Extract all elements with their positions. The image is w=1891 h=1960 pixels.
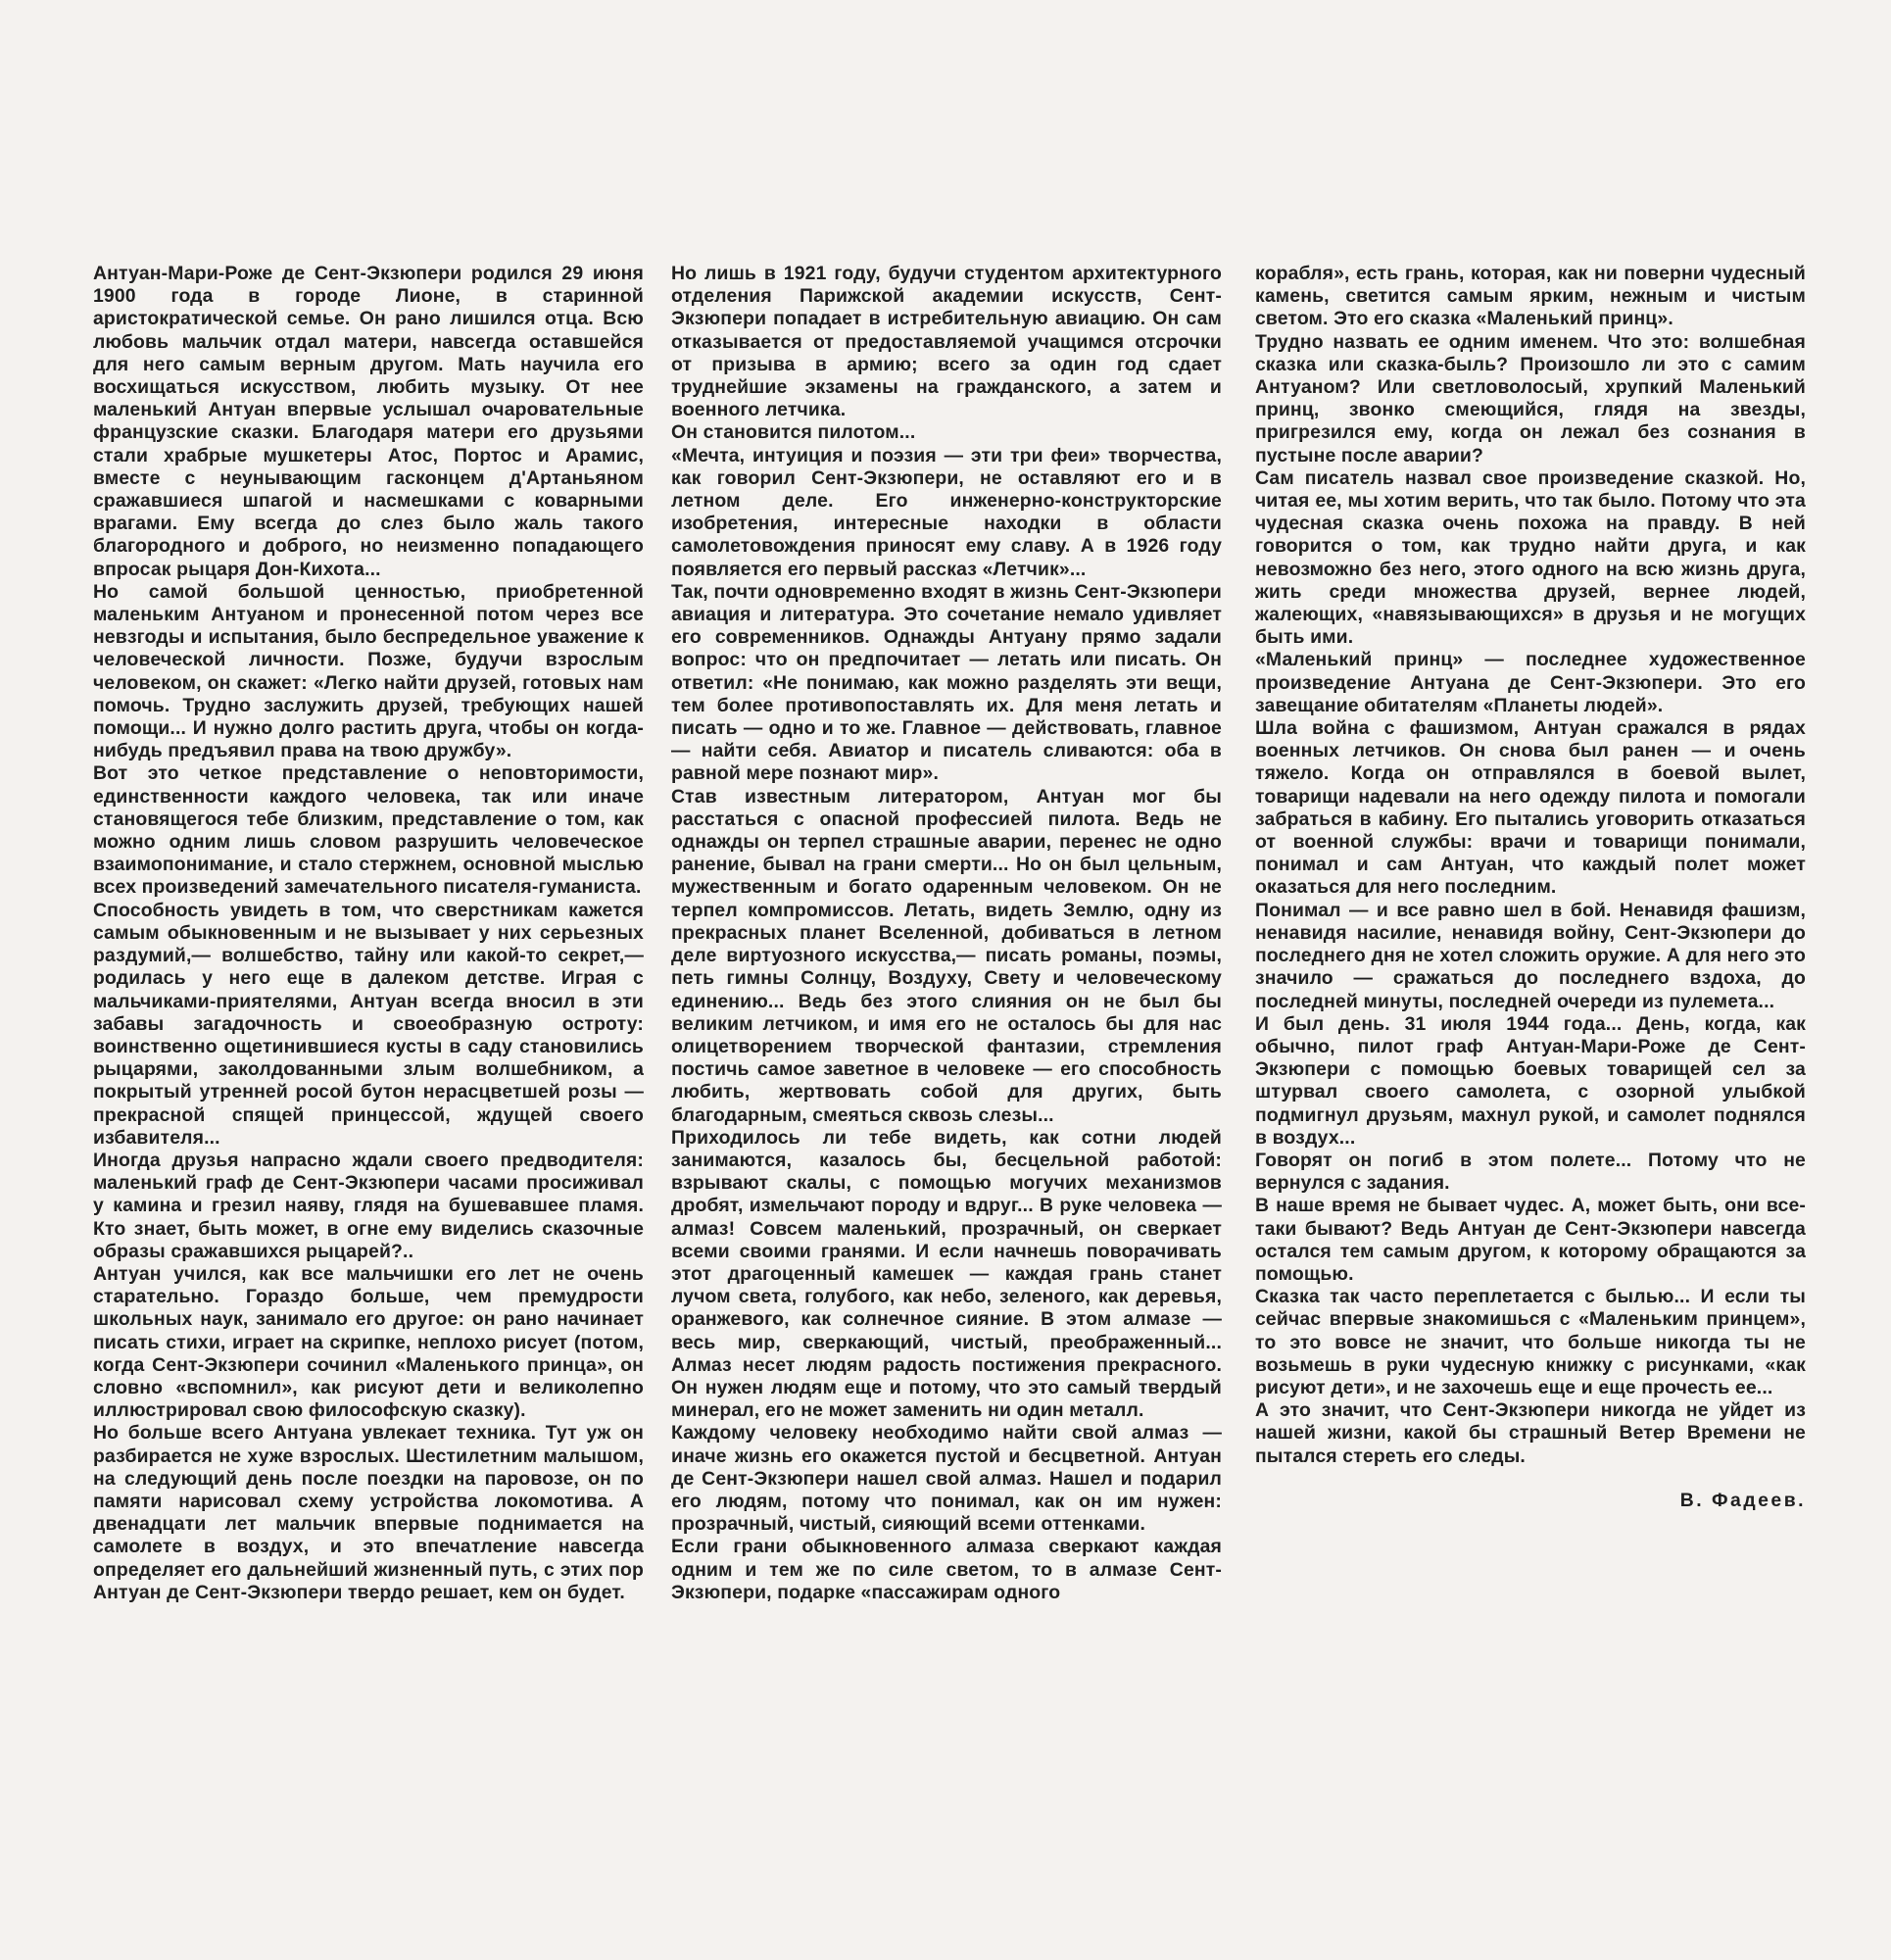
paragraph: Каждому человеку необходимо найти свой алмаз — иначе жизнь его окажется пустой и бесцветной. Антуан де Сент-Экзюпери нашел свой алмаз. Нашел и подарил его людям, потому что понимал, как он им нужен: прозрачный, чистый, сияющий всеми оттенками.	[671, 1422, 1222, 1536]
paragraph: В наше время не бывает чудес. А, может быть, они все-таки бывают? Ведь Антуан де Сент-Экзюпери навсегда остался тем самым другом, к которому обращаются за помощью.	[1255, 1195, 1806, 1285]
paragraph: Но лишь в 1921 году, будучи студентом архитектурного отделения Парижской академии искусств, Сент-Экзюпери попадает в истребительную авиацию. Он сам отказывается от предоставляемой учащимся отсрочки от призыва в армию; всего за один год сдает труднейшие экзамены на гражданского, а затем и военного летчика.	[671, 263, 1222, 421]
paragraph: «Мечта, интуиция и поэзия — эти три феи» творчества, как говорил Сент-Экзюпери, не оставляют его и в летном деле. Его инженерно-конструкторские изобретения, интересные находки в области самолетовождения приносят ему славу. А в 1926 году появляется его первый рассказ «Летчик»...	[671, 444, 1222, 580]
paragraph: Иногда друзья напрасно ждали своего предводителя: маленький граф де Сент-Экзюпери часами просиживал у камина и грезил наяву, глядя на бушевавшее пламя. Кто знает, быть может, в огне ему виделись сказочные образы сражавшихся рыцарей?..	[93, 1149, 644, 1262]
paragraph: Сказка так часто переплетается с былью... И если ты сейчас впервые знакомишься с «Маленьким принцем», то это вовсе не значит, что больше никогда ты не возьмешь в руки чудесную книжку с рисунками, «как рисуют дети», и не захочешь еще и еще прочесть ее...	[1255, 1286, 1806, 1398]
paragraph: Но больше всего Антуана увлекает техника. Тут уж он разбирается не хуже взрослых. Шестилетним малышом, на следующий день после поездки на паровозе, он по памяти нарисовал схему устройства локомотива. А двенадцати лет мальчик впервые поднимается на самолете в воздух, и это впечатление навсегда определяет его дальнейший жизненный путь, с этих пор Антуан де Сент-Экзюпери твердо решает, кем он будет.	[93, 1422, 644, 1603]
paragraph: Антуан учился, как все мальчишки его лет не очень старательно. Гораздо больше, чем премудрости школьных наук, занимало его другое: он рано начинает писать стихи, играет на скрипке, неплохо рисует (потом, когда Сент-Экзюпери сочинил «Маленького принца», он словно «вспомнил», как рисуют дети и великолепно иллюстрировал свою философскую сказку).	[93, 1262, 644, 1422]
paragraph: Говорят он погиб в этом полете... Потому что не вернулся с задания.	[1255, 1149, 1806, 1195]
paragraph: Способность увидеть в том, что сверстникам кажется самым обыкновенным и не вызывает у них серьезных раздумий,— волшебство, тайну или какой-то секрет,— родилась у него еще в далеком детстве. Играя с мальчиками-приятелями, Антуан всегда вносил в эти забавы загадочность и своеобразную остроту: воинственно ощетинившиеся кусты в саду становились рыцарями, заколдованными злым волшебником, а покрытый утренней росой бутон нерасцветшей розы — прекрасной спящей принцессой, ждущей своего избавителя...	[93, 899, 644, 1149]
article-page	[93, 263, 1806, 1791]
text-column-2	[671, 263, 1222, 1604]
paragraph: И был день. 31 июля 1944 года... День, когда, как обычно, пилот граф Антуан-Мари-Роже де Сент-Экзюпери с помощью боевых товарищей сел за штурвал своего самолета, с озорной улыбкой подмигнул друзьям, махнул рукой, и самолет поднялся в воздух...	[1255, 1012, 1806, 1149]
paragraph: Шла война с фашизмом, Антуан сражался в рядах военных летчиков. Он снова был ранен — и очень тяжело. Когда он отправлялся в боевой вылет, товарищи надевали на него одежду пилота и помогали забраться в кабину. Его пытались уговорить отказаться от военной службы: врачи и товарищи понимали, понимал и сам Антуан, что каждый полет может оказаться для него последним.	[1255, 717, 1806, 899]
paragraph: «Маленький принц» — последнее художественное произведение Антуана де Сент-Экзюпери. Это его завещание обитателям «Планеты людей».	[1255, 649, 1806, 716]
paragraph: Понимал — и все равно шел в бой. Ненавидя фашизм, ненавидя насилие, ненавидя войну, Сент-Экзюпери до последнего дня не хотел сложить оружие. А для него это значило — сражаться до последнего вздоха, до последней минуты, последней очереди из пулемета...	[1255, 899, 1806, 1012]
paragraph: Приходилось ли тебе видеть, как сотни людей занимаются, казалось бы, бесцельной работой: взрывают скалы, с помощью могучих механизмов дробят, измельчают породу и вдруг... В руке человека — алмаз! Совсем маленький, прозрачный, он сверкает всеми своими гранями. И если начнешь поворачивать этот драгоценный камешек — каждая грань станет лучом света, голубого, как небо, зеленого, как деревья, оранжевого, как солнечное сияние. В этом алмазе — весь мир, сверкающий, чистый, преображенный... Алмаз несет людям радость постижения прекрасного. Он нужен людям еще и потому, что это самый твердый минерал, его не может заменить ни один металл.	[671, 1126, 1222, 1422]
paragraph: корабля», есть грань, которая, как ни поверни чудесный камень, светится самым ярким, нежным и чистым светом. Это его сказка «Маленький принц».	[1255, 263, 1806, 330]
text-column-3	[1255, 263, 1806, 1512]
paragraph: Трудно назвать ее одним именем. Что это: волшебная сказка или сказка-быль? Произошло ли это с самим Антуаном? Или светловолосый, хрупкий Маленький принц, звонко смеющийся, глядя на звезды, пригрезился ему, когда он лежал без сознания в пустыне после аварии?	[1255, 330, 1806, 466]
paragraph: Став известным литератором, Антуан мог бы расстаться с опасной профессией пилота. Ведь не однажды он терпел страшные аварии, перенес не одно ранение, бывал на грани смерти... Но он был цельным, мужественным и богато одаренным человеком. Он не терпел компромиссов. Летать, видеть Землю, одну из прекрасных планет Вселенной, добиваться в летном деле виртуозного искусства,— писать романы, поэмы, петь гимны Солнцу, Воздуху, Свету и человеческому единению... Ведь без этого слияния он не был бы великим летчиком, и имя его не осталось бы для нас олицетворением творческой фантазии, стремления постичь самое заветное в человеке — его способность любить, жертвовать собой для других, быть благодарным, смеяться сквозь слезы...	[671, 785, 1222, 1126]
paragraph: Вот это четкое представление о неповторимости, единственности каждого человека, так или иначе становящегося тебе близким, представление о том, как можно одним лишь словом разрушить человеческое взаимопонимание, и стало стержнем, основной мыслью всех произведений замечательного писателя-гуманиста.	[93, 762, 644, 899]
paragraph: Антуан-Мари-Роже де Сент-Экзюпери родился 29 июня 1900 года в городе Лионе, в старинной аристократической семье. Он рано лишился отца. Всю любовь мальчик отдал матери, навсегда оставшейся для него самым верным другом. Мать научила его восхищаться искусством, любить музыку. От нее маленький Антуан впервые услышал очаровательные французские сказки. Благодаря матери его друзьями стали храбрые мушкетеры Атос, Портос и Арамис, вместе с неунывающим гасконцем д'Артаньяном сражавшиеся шпагой и насмешками с коварными врагами. Ему всегда до слез было жаль такого благородного и доброго, но неизменно попадающего впросак рыцаря Дон-Кихота...	[93, 263, 644, 580]
paragraph: Если грани обыкновенного алмаза сверкают каждая одним и тем же по силе светом, то в алмазе Сент-Экзюпери, подарке «пассажирам одного	[671, 1536, 1222, 1603]
paragraph: Он становится пилотом...	[671, 421, 916, 444]
paragraph: А это значит, что Сент-Экзюпери никогда не уйдет из нашей жизни, какой бы страшный Ветер Времени не пытался стереть его следы.	[1255, 1399, 1806, 1467]
paragraph: Так, почти одновременно входят в жизнь Сент-Экзюпери авиация и литература. Это сочетание немало удивляет его современников. Однажды Антуану прямо задали вопрос: что он предпочитает — летать или писать. Он ответил: «Не понимаю, как можно разделять эти вещи, тем более противопоставлять их. Для меня летать и писать — одно и то же. Главное — действовать, главное — найти себя. Авиатор и писатель сливаются: оба в равной мере познают мир».	[671, 580, 1222, 785]
paragraph: Но самой большой ценностью, приобретенной маленьким Антуаном и пронесенной потом через все невзгоды и испытания, было беспредельное уважение к человеческой личности. Позже, будучи взрослым человеком, он скажет: «Легко найти друзей, готовых нам помочь. Трудно заслужить друзей, требующих нашей помощи... И нужно долго растить друга, чтобы он когда-нибудь предъявил права на твою дружбу».	[93, 580, 644, 762]
author-signature: В. Фадеев.	[1679, 1489, 1806, 1511]
paragraph: Сам писатель назвал свое произведение сказкой. Но, читая ее, мы хотим верить, что так было. Потому что эта чудесная сказка очень похожа на правду. В ней говорится о том, как трудно найти друга, и как невозможно без него, этого одного на всю жизнь друга, жить среди множества друзей, вернее людей, жалеющих, «навязывающихся» в друзья и не могущих быть ими.	[1255, 466, 1806, 649]
text-column-1	[93, 263, 644, 1604]
